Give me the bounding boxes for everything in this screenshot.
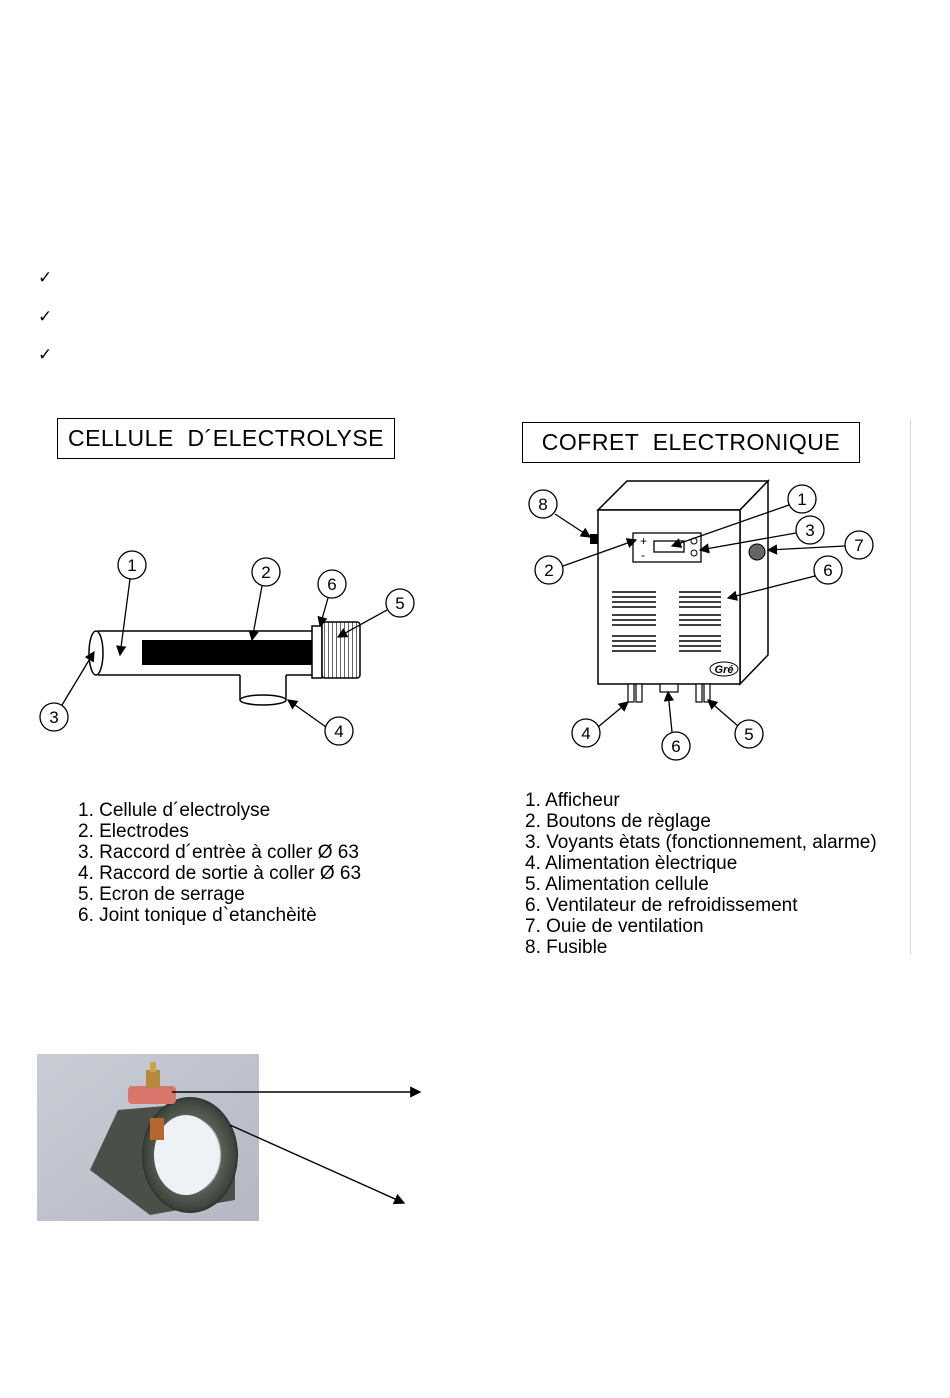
cell-legend-item: 2. Electrodes <box>78 821 189 842</box>
cell-callout-1: 1 <box>127 556 137 575</box>
box-legend <box>525 790 877 958</box>
cell-callout-4: 4 <box>334 722 344 741</box>
box-callout-6-fan: 6 <box>823 561 833 580</box>
plus-mark: + <box>640 534 648 548</box>
box-legend-item: 1. Afficheur <box>525 790 620 811</box>
check-mark-3: ✓ <box>38 345 53 365</box>
cell-callout-3: 3 <box>49 708 59 727</box>
minus-mark: - <box>641 548 645 562</box>
electrolysis-cell-drawing <box>40 551 414 745</box>
brand-logo: Gré <box>714 664 734 676</box>
tightening-nut <box>322 622 360 678</box>
cell-callout-6: 6 <box>327 575 337 594</box>
cell-legend-item: 5. Ecron de serrage <box>78 884 245 905</box>
box-legend-item: 6. Ventilateur de refroidissement <box>525 895 798 916</box>
cell-legend-item: 4. Raccord de sortie à coller Ø 63 <box>78 863 362 884</box>
cell-photo <box>37 1054 259 1221</box>
cell-callout-5: 5 <box>395 594 405 613</box>
box-legend-item: 8. Fusible <box>525 937 608 958</box>
check-mark-1: ✓ <box>38 268 53 288</box>
box-callout-2: 2 <box>544 561 554 580</box>
electrode-bar <box>142 640 320 665</box>
fuse <box>590 534 598 544</box>
ventilation-vent <box>749 544 765 560</box>
box-title: COFRET ELECTRONIQUE <box>522 422 860 463</box>
cell-callout-2: 2 <box>261 563 271 582</box>
box-callout-5: 5 <box>744 725 754 744</box>
box-callout-1: 1 <box>797 490 807 509</box>
cell-legend-item: 6. Joint tonique d`etanchèitè <box>78 905 317 926</box>
display-screen <box>654 541 684 552</box>
seal-joint <box>312 626 322 678</box>
check-mark-2: ✓ <box>38 307 53 327</box>
cell-legend-item: 3. Raccord d´entrèe à coller Ø 63 <box>78 842 359 863</box>
box-callout-6-bottom: 6 <box>671 737 681 756</box>
box-callout-4: 4 <box>581 724 591 743</box>
cell-legend-item: 1. Cellule d´electrolyse <box>78 800 271 821</box>
box-legend-item: 7. Ouie de ventilation <box>525 916 704 937</box>
box-callout-8: 8 <box>538 495 548 514</box>
box-legend-item: 3. Voyants ètats (fonctionnement, alarme) <box>525 832 877 853</box>
cell-legend <box>78 800 361 926</box>
box-legend-item: 5. Alimentation cellule <box>525 874 709 895</box>
box-callout-7: 7 <box>854 536 864 555</box>
box-legend-item: 4. Alimentation èlectrique <box>525 853 738 874</box>
electronic-box-drawing <box>529 481 873 760</box>
box-callout-3: 3 <box>805 521 815 540</box>
box-legend-item: 2. Boutons de règlage <box>525 811 711 832</box>
cell-title: CELLULE D´ELECTROLYSE <box>57 418 395 459</box>
